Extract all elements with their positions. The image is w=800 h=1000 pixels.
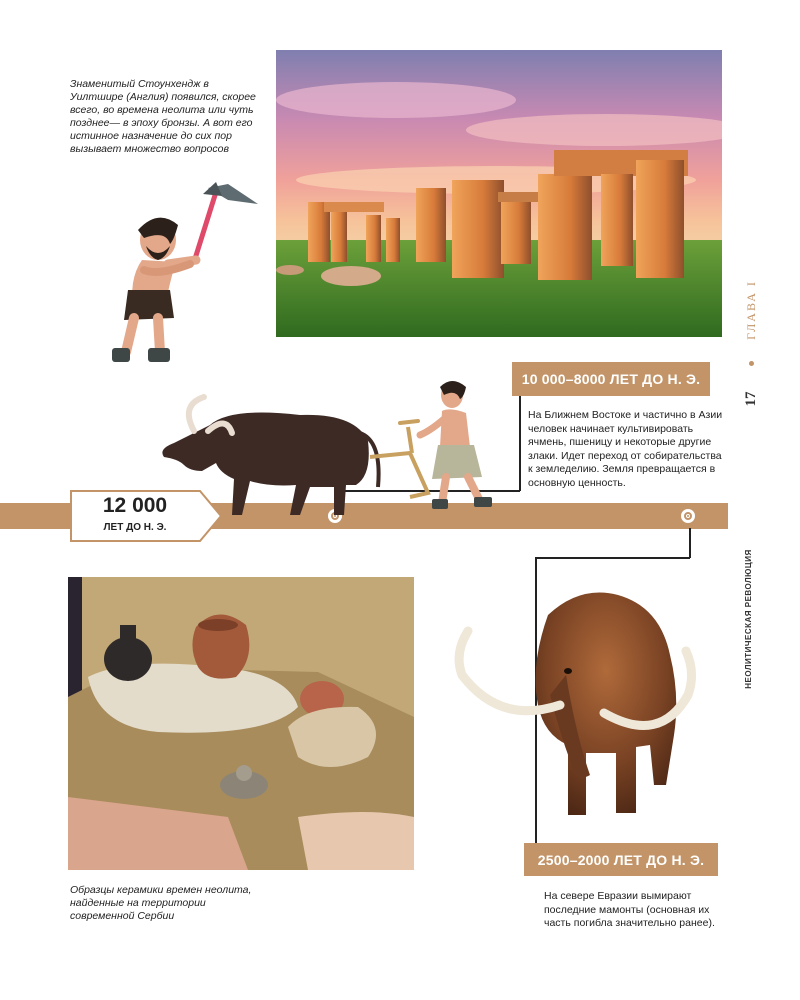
caveman-with-axe-illustration: [98, 180, 263, 385]
event1-text: На Ближнем Востоке и частично в Азии человек начинает культивировать ячмень, пшеницу и некоторые другие злаки. Идет переход от собирательства к земледелию. Земля превращается в основную ценность.: [528, 409, 723, 489]
start-year-value: 12 000: [102, 494, 168, 517]
pottery-photo: [68, 577, 414, 870]
connector-line: [519, 390, 521, 491]
chapter-label: ГЛАВА I: [744, 280, 758, 340]
start-year-suffix: ЛЕТ ДО Н. Э.: [103, 522, 167, 533]
stonehenge-photo: [276, 50, 722, 337]
connector-line: [689, 528, 691, 558]
page-number: 17: [743, 391, 759, 407]
pottery-caption: Образцы керамики времен неолита, найденные на территории современной Сербии: [70, 884, 252, 922]
chapter-dot-icon: [749, 361, 754, 366]
mammoth-illustration: [440, 585, 710, 830]
event2-text: На севере Евразии вымирают последние мамонты (основная их часть погибла значительно ранее).: [544, 890, 715, 929]
timeline-marker-icon: [679, 507, 697, 525]
event1-label: 10 000–8000 ЛЕТ ДО Н. Э.: [512, 362, 710, 396]
event2-label: 2500–2000 ЛЕТ ДО Н. Э.: [524, 843, 718, 876]
stonehenge-caption: Знаменитый Стоунхендж в Уилтшире (Англия) появился, скорее всего, во времена неолита или чуть позднее— в эпоху бронзы. А вот его истинное назначение до сих пор вызывает множество вопросов: [70, 78, 256, 155]
ox-plowing-illustration: [150, 375, 510, 520]
section-label: НЕОЛИТИЧЕСКАЯ РЕВОЛЮЦИЯ: [744, 549, 753, 689]
connector-line: [535, 557, 690, 559]
